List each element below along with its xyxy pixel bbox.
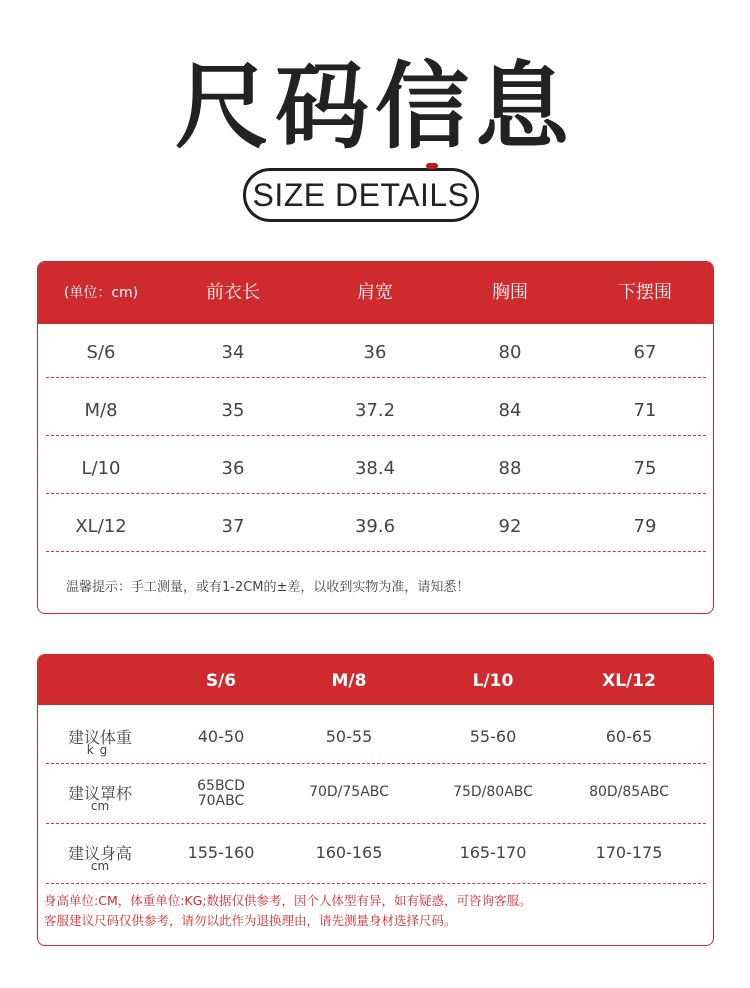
row-unit-cup: cm: [90, 799, 110, 813]
table-cell-weight: 50-55: [325, 727, 373, 746]
table-cell-weight: 55-60: [469, 727, 517, 746]
table-cell-cup: 70D/75ABC: [309, 784, 389, 800]
page-title: 尺码信息: [174, 53, 575, 162]
table-cell-size: XL/12: [75, 516, 127, 537]
row-divider: [46, 551, 706, 552]
measurement-table-header: [38, 262, 713, 324]
row-unit-height: cm: [90, 859, 110, 873]
row-divider: [46, 763, 706, 764]
subtitle-text: SIZE DETAILS: [252, 176, 470, 213]
table-cell-height: 170-175: [595, 843, 663, 862]
table-cell-cup: 65BCD 70ABC: [197, 778, 245, 809]
table-cell-size: L/10: [81, 458, 121, 479]
measurement-note: 温馨提示：手工测量，或有1-2CM的±差，以收到实物为准，请知悉！: [66, 580, 470, 595]
table-cell-chest: 88: [498, 458, 522, 479]
table-cell-weight: 60-65: [605, 727, 653, 746]
row-label-cup: 建议罩杯: [67, 784, 132, 803]
row-divider: [46, 435, 706, 436]
table-cell-hem: 67: [633, 342, 657, 363]
table-cell-chest: 84: [498, 400, 522, 421]
table-cell-shoulder: 37.2: [354, 400, 396, 421]
header-front-length: 前衣长: [206, 282, 260, 303]
header-size-m: M/8: [331, 671, 367, 691]
table-cell-hem: 75: [633, 458, 657, 479]
table-cell-hem: 79: [633, 516, 657, 537]
row-unit-weight: kg: [86, 743, 114, 757]
table-cell-height: 155-160: [187, 843, 255, 862]
header-chest: 胸围: [492, 282, 528, 303]
table-cell-size: M/8: [84, 400, 118, 421]
table-cell-shoulder: 38.4: [354, 458, 396, 479]
row-label-weight: 建议体重: [67, 728, 132, 747]
subtitle-badge: [243, 168, 479, 222]
table-cell-shoulder: 39.6: [354, 516, 396, 537]
row-label-height: 建议身高: [67, 844, 132, 863]
recommendation-table: [37, 654, 714, 946]
table-cell-front-length: 37: [221, 516, 245, 537]
table-cell-hem: 71: [633, 400, 657, 421]
table-cell-cup: 80D/85ABC: [589, 784, 669, 800]
table-cell-front-length: 35: [221, 400, 245, 421]
row-divider: [46, 377, 706, 378]
decorative-dot: [426, 163, 438, 169]
header-shoulder: 肩宽: [357, 282, 393, 303]
header-size-s: S/6: [205, 671, 237, 691]
header-size-l: L/10: [472, 671, 514, 691]
header-size-xl: XL/12: [602, 671, 656, 691]
row-divider: [46, 883, 706, 884]
recommendation-table-header: [38, 655, 713, 705]
header-unit: (单位：cm): [63, 285, 139, 301]
table-cell-size: S/6: [86, 342, 116, 363]
table-cell-height: 165-170: [459, 843, 527, 862]
table-cell-chest: 92: [498, 516, 522, 537]
table-cell-cup: 75D/80ABC: [453, 784, 533, 800]
recommendation-note-2: 客服建议尺码仅供参考，请勿以此作为退换理由，请先测量身材选择尺码。: [44, 913, 457, 928]
table-cell-shoulder: 36: [363, 342, 387, 363]
measurement-table: [37, 261, 714, 614]
recommendation-note-1: 身高单位:CM，体重单位:KG;数据仅供参考，因个人体型有异，如有疑惑，可咨询客服。: [44, 893, 532, 908]
header-hem: 下摆围: [618, 282, 672, 303]
table-cell-height: 160-165: [315, 843, 383, 862]
row-divider: [46, 823, 706, 824]
table-cell-chest: 80: [498, 342, 522, 363]
table-cell-front-length: 34: [221, 342, 245, 363]
row-divider: [46, 493, 706, 494]
table-cell-front-length: 36: [221, 458, 245, 479]
table-cell-weight: 40-50: [197, 727, 245, 746]
